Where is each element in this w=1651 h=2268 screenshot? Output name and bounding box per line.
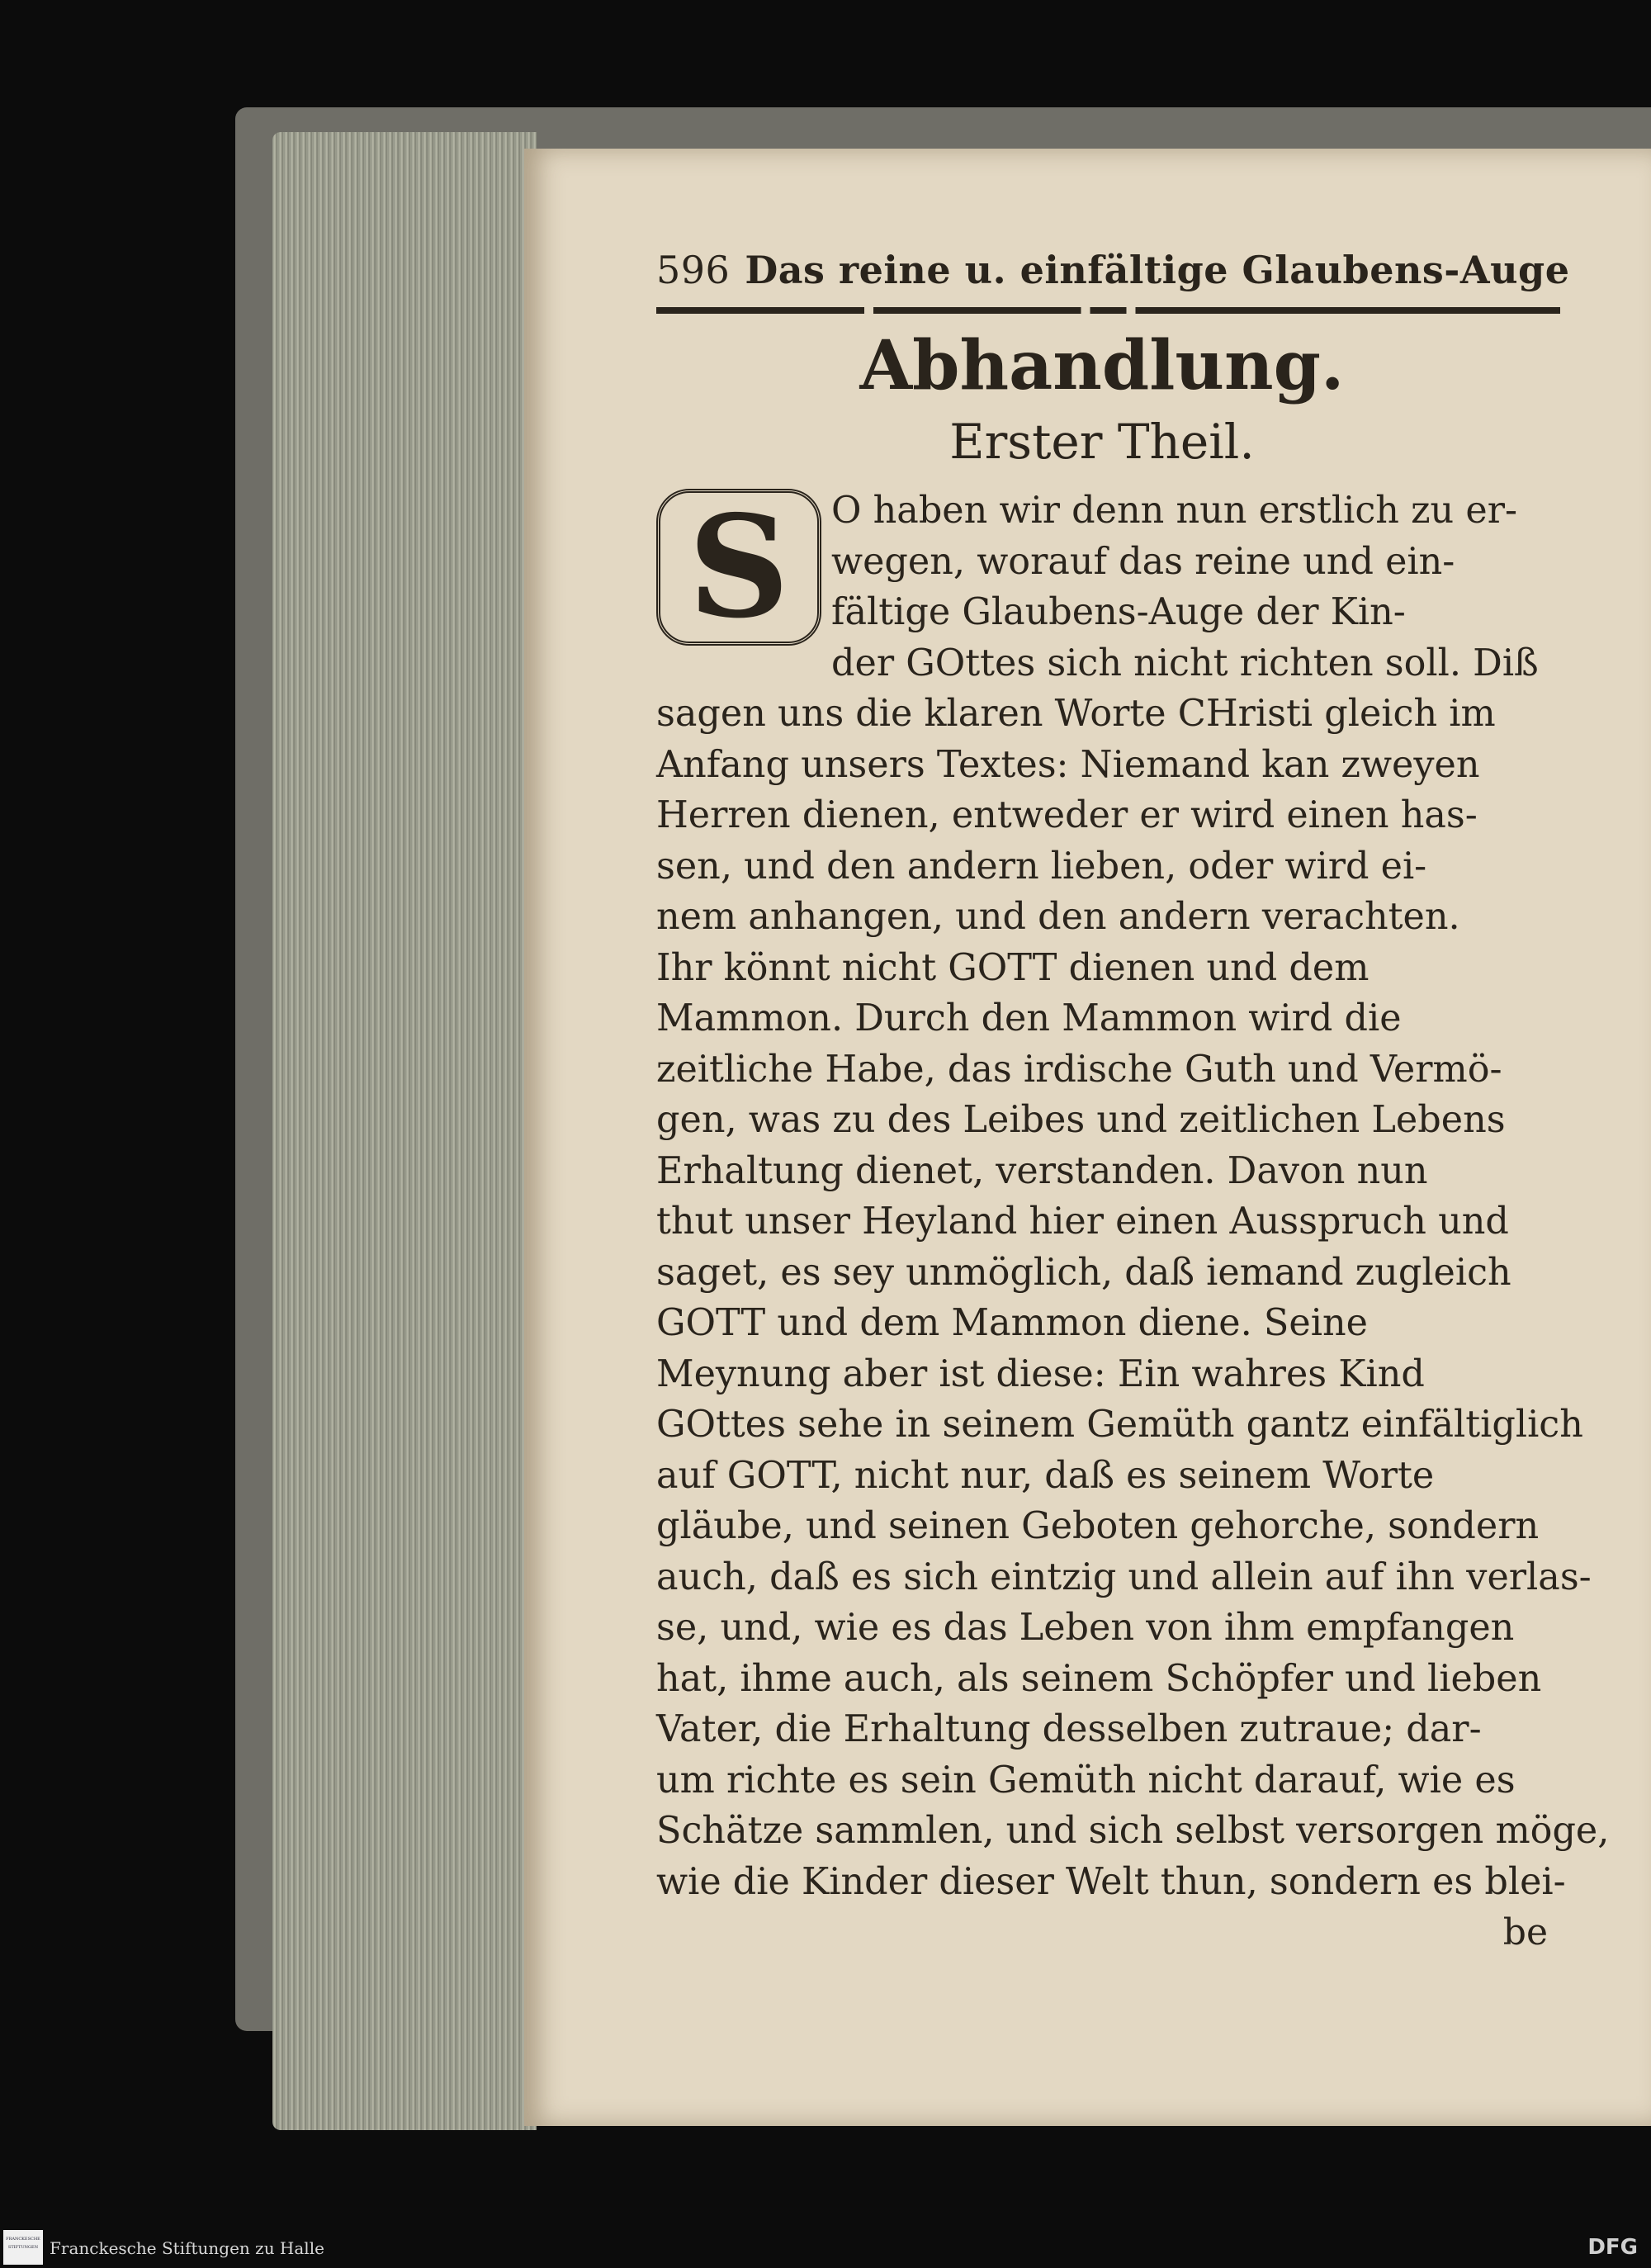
text-line: Herren dienen, entweder er wird einen has- [656, 794, 1478, 836]
text-line: Anfang unsers Textes: Niemand kan zweyen [656, 743, 1480, 786]
footer-bar [0, 2227, 1651, 2268]
text-line: der GOttes sich nicht richten soll. Diß [831, 642, 1539, 684]
running-head [656, 248, 1570, 292]
text-line: hat, ihme auch, als seinem Schöpfer und lieben [656, 1657, 1542, 1700]
institution-name: Franckesche Stiftungen zu Halle [50, 2238, 324, 2258]
page-number: 596 [656, 248, 731, 292]
text-line: O haben wir denn nun erstlich zu er- [831, 490, 1518, 532]
catchword: be [1502, 1911, 1548, 1953]
text-line: gläube, und seinen Geboten gehorche, sondern [656, 1505, 1540, 1547]
text-line: Mammon. Durch den Mammon wird die [656, 997, 1402, 1039]
text-line: sen, und den andern lieben, oder wird ei- [656, 845, 1427, 888]
book-page [524, 149, 1651, 2126]
text-line: fältige Glaubens-Auge der Kin- [831, 591, 1406, 633]
text-line: Erhaltung dienet, verstanden. Davon nun [656, 1149, 1428, 1192]
text-line: Schätze sammlen, und sich selbst versorgen möge, [656, 1810, 1610, 1852]
text-line: zeitliche Habe, das irdische Guth und Vermö- [656, 1048, 1502, 1091]
text-line: saget, es sey unmöglich, daß iemand zugleich [656, 1251, 1511, 1294]
text-line: thut unser Heyland hier einen Ausspruch und [656, 1200, 1509, 1243]
text-line: Meynung aber ist diese: Ein wahres Kind [656, 1352, 1425, 1395]
text-line: wie die Kinder dieser Welt thun, sondern es blei- [656, 1860, 1566, 1903]
institution-logo: FRANCKESCHE STIFTUNGEN [3, 2230, 43, 2265]
text-line: wegen, worauf das reine und ein- [831, 540, 1455, 583]
text-line: gen, was zu des Leibes und zeitlichen Lebens [656, 1099, 1506, 1141]
text-line: se, und, wie es das Leben von ihm empfangen [656, 1607, 1515, 1649]
section-subtitle: Erster Theil. [949, 414, 1255, 470]
page-content [656, 248, 1610, 1958]
text-lines [656, 485, 1610, 1907]
section-title: Abhandlung. [859, 326, 1345, 405]
page-edges [272, 132, 537, 2130]
text-line: um richte es sein Gemüth nicht darauf, wie es [656, 1759, 1516, 1802]
text-line: auch, daß es sich eintzig und allein auf ihn verlas- [656, 1555, 1592, 1598]
text-line: auf GOTT, nicht nur, daß es seinem Worte [656, 1454, 1435, 1497]
text-line: sagen uns die klaren Worte CHristi gleich im [656, 693, 1496, 735]
header-rule [656, 307, 1560, 314]
text-line: GOttes sehe in seinem Gemüth gantz einfältiglich [656, 1404, 1583, 1446]
text-line: GOTT und dem Mammon diene. Seine [656, 1302, 1368, 1344]
text-line: nem anhangen, und den andern verachten. [656, 896, 1460, 938]
text-line: Vater, die Erhaltung desselben zutraue; dar- [656, 1708, 1482, 1750]
dfg-logo: DFG [1587, 2235, 1638, 2260]
body-text [656, 485, 1610, 1958]
text-line: Ihr könnt nicht GOTT dienen und dem [656, 946, 1370, 989]
running-head-title: Das reine u. einfältige Glaubens-Auge [745, 248, 1570, 292]
drop-cap-initial: S [656, 489, 821, 646]
